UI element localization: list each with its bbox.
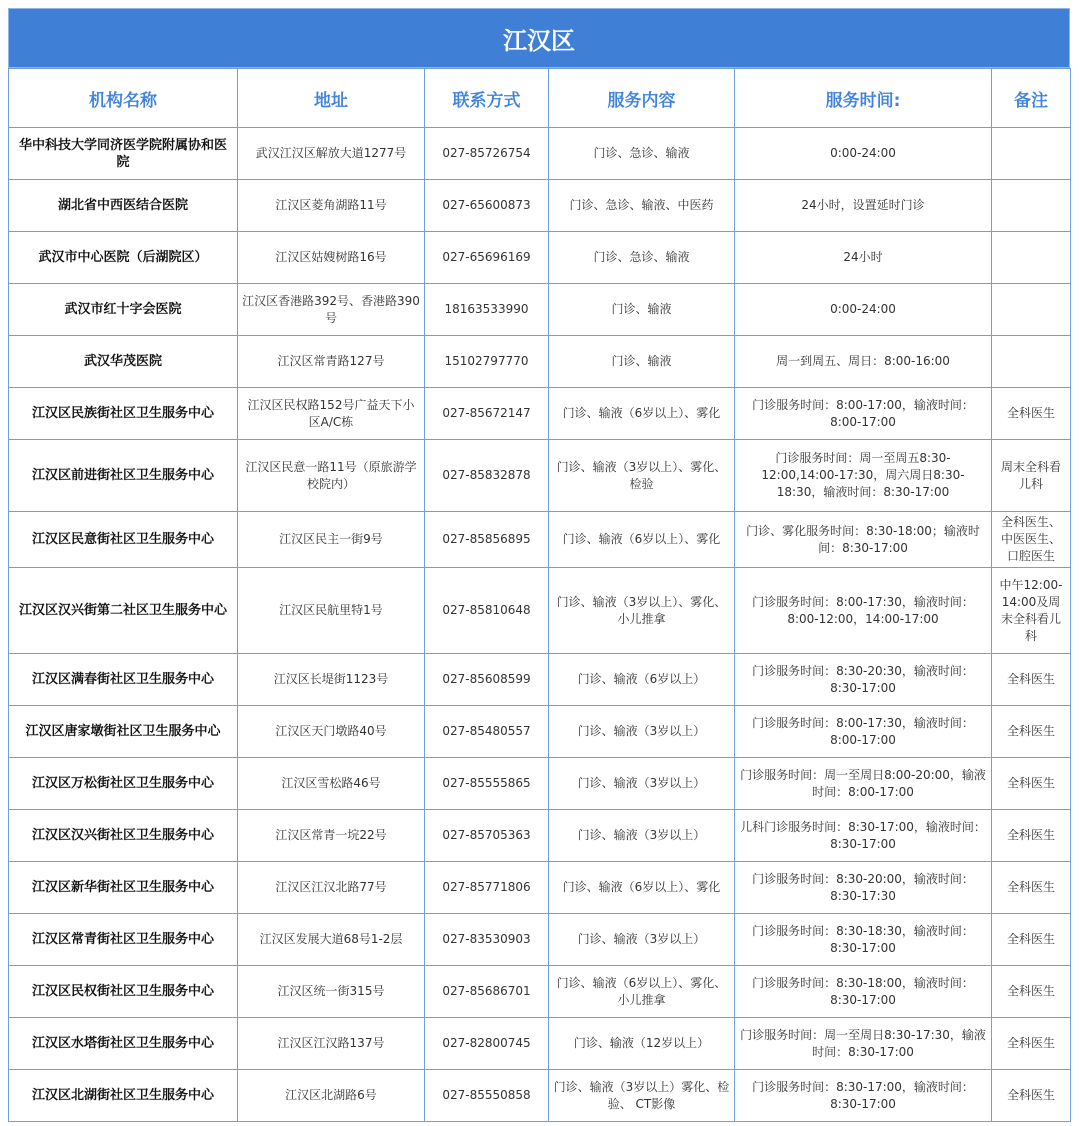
cell-service-hours: 门诊服务时间：周一至周日8:30-17:30，输液时间：8:30-17:00 — [735, 1018, 992, 1070]
cell-service-hours: 门诊服务时间：8:30-18:30，输液时间：8:30-17:00 — [735, 914, 992, 966]
cell-note — [992, 336, 1071, 388]
table-row — [9, 1018, 1071, 1070]
cell-services: 门诊、急诊、输液、中医药 — [549, 180, 735, 232]
cell-service-hours: 门诊服务时间：8:30-17:00，输液时间：8:30-17:00 — [735, 1070, 992, 1122]
table-row — [9, 758, 1071, 810]
cell-institution-name: 江汉区水塔街社区卫生服务中心 — [9, 1018, 238, 1070]
cell-note — [992, 284, 1071, 336]
cell-note — [992, 232, 1071, 284]
cell-note: 全科医生 — [992, 388, 1071, 440]
column-header-hours: 服务时间: — [735, 69, 992, 128]
table-row — [9, 284, 1071, 336]
cell-institution-name: 江汉区万松街社区卫生服务中心 — [9, 758, 238, 810]
cell-institution-name: 江汉区唐家墩街社区卫生服务中心 — [9, 706, 238, 758]
cell-phone: 027-85705363 — [425, 810, 549, 862]
cell-address: 江汉区民意一路11号（原旅游学校院内） — [238, 440, 425, 512]
cell-service-hours: 儿科门诊服务时间：8:30-17:00，输液时间：8:30-17:00 — [735, 810, 992, 862]
cell-services: 门诊、输液（3岁以上）、雾化、小儿推拿 — [549, 568, 735, 654]
cell-service-hours: 门诊服务时间：周一至周日8:00-20:00，输液时间：8:00-17:00 — [735, 758, 992, 810]
cell-phone: 027-85686701 — [425, 966, 549, 1018]
column-header-name: 机构名称 — [9, 69, 238, 128]
table-header-row — [9, 69, 1071, 128]
table-row — [9, 232, 1071, 284]
column-header-address: 地址 — [238, 69, 425, 128]
cell-institution-name: 武汉市红十字会医院 — [9, 284, 238, 336]
cell-note: 全科医生 — [992, 862, 1071, 914]
table-row — [9, 388, 1071, 440]
cell-address: 江汉区统一街315号 — [238, 966, 425, 1018]
cell-note — [992, 128, 1071, 180]
table-row — [9, 706, 1071, 758]
column-header-services: 服务内容 — [549, 69, 735, 128]
cell-services: 门诊、输液（6岁以上）、雾化、小儿推拿 — [549, 966, 735, 1018]
cell-services: 门诊、输液（12岁以上） — [549, 1018, 735, 1070]
cell-service-hours: 门诊服务时间：8:30-18:00，输液时间：8:30-17:00 — [735, 966, 992, 1018]
cell-institution-name: 江汉区民意街社区卫生服务中心 — [9, 512, 238, 568]
cell-phone: 027-85555865 — [425, 758, 549, 810]
cell-note: 全科医生 — [992, 1018, 1071, 1070]
table-body — [9, 128, 1071, 1122]
cell-address: 江汉区长堤街1123号 — [238, 654, 425, 706]
cell-institution-name: 江汉区新华街社区卫生服务中心 — [9, 862, 238, 914]
cell-phone: 027-65696169 — [425, 232, 549, 284]
cell-service-hours: 24小时，设置延时门诊 — [735, 180, 992, 232]
table-row — [9, 128, 1071, 180]
cell-services: 门诊、输液（3岁以上） — [549, 914, 735, 966]
cell-address: 江汉区江汉路137号 — [238, 1018, 425, 1070]
cell-institution-name: 武汉市中心医院（后湖院区） — [9, 232, 238, 284]
cell-service-hours: 门诊、雾化服务时间：8:30-18:00；输液时间：8:30-17:00 — [735, 512, 992, 568]
cell-institution-name: 湖北省中西医结合医院 — [9, 180, 238, 232]
table-row — [9, 862, 1071, 914]
cell-institution-name: 武汉华茂医院 — [9, 336, 238, 388]
clinic-table — [8, 68, 1071, 1122]
cell-note: 中午12:00-14:00及周末全科看儿科 — [992, 568, 1071, 654]
cell-note: 全科医生、中医医生、口腔医生 — [992, 512, 1071, 568]
cell-phone: 027-85480557 — [425, 706, 549, 758]
cell-institution-name: 江汉区汉兴街社区卫生服务中心 — [9, 810, 238, 862]
cell-services: 门诊、输液（3岁以上）雾化、检验、 CT影像 — [549, 1070, 735, 1122]
cell-services: 门诊、输液（6岁以上） — [549, 654, 735, 706]
cell-institution-name: 江汉区常青街社区卫生服务中心 — [9, 914, 238, 966]
table-row — [9, 810, 1071, 862]
cell-address: 江汉区民权路152号广益天下小区A/C栋 — [238, 388, 425, 440]
cell-services: 门诊、输液（3岁以上）、雾化、检验 — [549, 440, 735, 512]
cell-address: 江汉区民航里特1号 — [238, 568, 425, 654]
cell-phone: 027-83530903 — [425, 914, 549, 966]
cell-institution-name: 江汉区民权街社区卫生服务中心 — [9, 966, 238, 1018]
column-header-note: 备注 — [992, 69, 1071, 128]
cell-phone: 027-85672147 — [425, 388, 549, 440]
cell-institution-name: 江汉区民族街社区卫生服务中心 — [9, 388, 238, 440]
table-row — [9, 1070, 1071, 1122]
table-row — [9, 512, 1071, 568]
cell-note: 全科医生 — [992, 1070, 1071, 1122]
cell-address: 江汉区北湖路6号 — [238, 1070, 425, 1122]
table-row — [9, 654, 1071, 706]
cell-phone: 027-82800745 — [425, 1018, 549, 1070]
cell-address: 江汉区发展大道68号1-2层 — [238, 914, 425, 966]
cell-note: 全科医生 — [992, 810, 1071, 862]
cell-phone: 027-85608599 — [425, 654, 549, 706]
cell-note: 全科医生 — [992, 914, 1071, 966]
column-header-phone: 联系方式 — [425, 69, 549, 128]
cell-services: 门诊、输液（3岁以上） — [549, 758, 735, 810]
cell-institution-name: 江汉区前进街社区卫生服务中心 — [9, 440, 238, 512]
cell-service-hours: 门诊服务时间：8:00-17:30，输液时间：8:00-12:00，14:00-17:00 — [735, 568, 992, 654]
cell-address: 江汉区菱角湖路11号 — [238, 180, 425, 232]
table-row — [9, 180, 1071, 232]
cell-institution-name: 江汉区汉兴街第二社区卫生服务中心 — [9, 568, 238, 654]
cell-address: 江汉区常青路127号 — [238, 336, 425, 388]
cell-address: 江汉区雪松路46号 — [238, 758, 425, 810]
cell-address: 江汉区民主一街9号 — [238, 512, 425, 568]
cell-services: 门诊、急诊、输液 — [549, 128, 735, 180]
cell-services: 门诊、输液 — [549, 336, 735, 388]
table-row — [9, 568, 1071, 654]
cell-service-hours: 门诊服务时间：8:30-20:30，输液时间：8:30-17:00 — [735, 654, 992, 706]
cell-address: 江汉区香港路392号、香港路390号 — [238, 284, 425, 336]
cell-address: 江汉区江汉北路77号 — [238, 862, 425, 914]
cell-service-hours: 门诊服务时间：周一至周五8:30-12:00,14:00-17:30，周六周日8:30-18:30，输液时间：8:30-17:00 — [735, 440, 992, 512]
cell-phone: 027-85726754 — [425, 128, 549, 180]
cell-service-hours: 0:00-24:00 — [735, 128, 992, 180]
cell-institution-name: 江汉区北湖街社区卫生服务中心 — [9, 1070, 238, 1122]
cell-phone: 027-85550858 — [425, 1070, 549, 1122]
cell-services: 门诊、急诊、输液 — [549, 232, 735, 284]
cell-institution-name: 华中科技大学同济医学院附属协和医院 — [9, 128, 238, 180]
cell-note: 全科医生 — [992, 654, 1071, 706]
cell-service-hours: 0:00-24:00 — [735, 284, 992, 336]
cell-note — [992, 180, 1071, 232]
cell-note: 全科医生 — [992, 706, 1071, 758]
cell-services: 门诊、输液（3岁以上） — [549, 810, 735, 862]
cell-phone: 027-85856895 — [425, 512, 549, 568]
table-row — [9, 914, 1071, 966]
district-title: 江汉区 — [8, 8, 1070, 68]
cell-phone: 027-85771806 — [425, 862, 549, 914]
cell-note: 全科医生 — [992, 966, 1071, 1018]
table-row — [9, 440, 1071, 512]
cell-services: 门诊、输液（6岁以上）、雾化 — [549, 862, 735, 914]
cell-services: 门诊、输液（6岁以上）、雾化 — [549, 388, 735, 440]
cell-service-hours: 门诊服务时间：8:30-20:00，输液时间：8:30-17:30 — [735, 862, 992, 914]
cell-service-hours: 门诊服务时间：8:00-17:30，输液时间：8:00-17:00 — [735, 706, 992, 758]
cell-services: 门诊、输液（6岁以上）、雾化 — [549, 512, 735, 568]
cell-address: 江汉区姑嫂树路16号 — [238, 232, 425, 284]
cell-phone: 027-65600873 — [425, 180, 549, 232]
cell-service-hours: 周一到周五、周日：8:00-16:00 — [735, 336, 992, 388]
cell-services: 门诊、输液 — [549, 284, 735, 336]
table-row — [9, 966, 1071, 1018]
cell-service-hours: 门诊服务时间：8:00-17:00，输液时间：8:00-17:00 — [735, 388, 992, 440]
cell-service-hours: 24小时 — [735, 232, 992, 284]
cell-phone: 027-85810648 — [425, 568, 549, 654]
cell-services: 门诊、输液（3岁以上） — [549, 706, 735, 758]
cell-institution-name: 江汉区满春街社区卫生服务中心 — [9, 654, 238, 706]
district-table-container — [8, 8, 1070, 1122]
cell-address: 江汉区常青一垸22号 — [238, 810, 425, 862]
cell-note: 全科医生 — [992, 758, 1071, 810]
cell-address: 江汉区天门墩路40号 — [238, 706, 425, 758]
cell-phone: 15102797770 — [425, 336, 549, 388]
cell-note: 周末全科看儿科 — [992, 440, 1071, 512]
cell-address: 武汉江汉区解放大道1277号 — [238, 128, 425, 180]
cell-phone: 18163533990 — [425, 284, 549, 336]
cell-phone: 027-85832878 — [425, 440, 549, 512]
table-row — [9, 336, 1071, 388]
